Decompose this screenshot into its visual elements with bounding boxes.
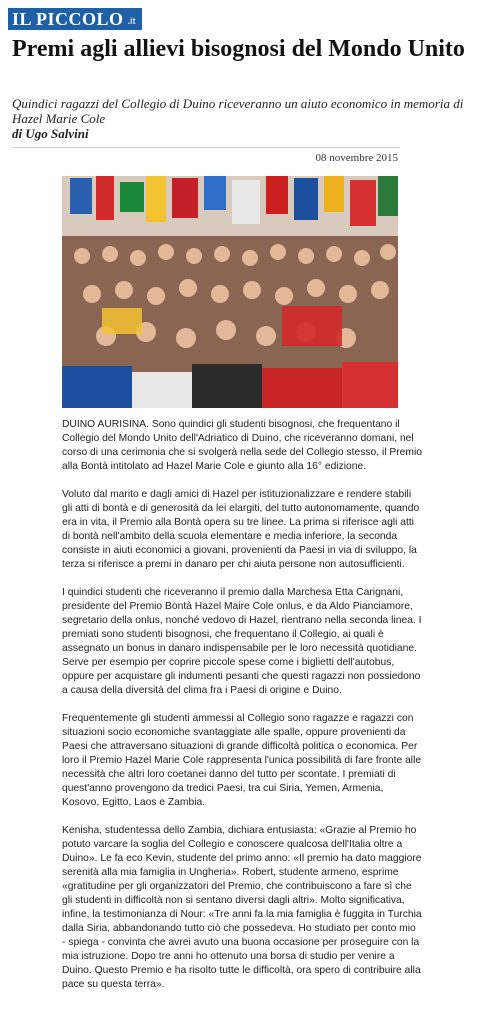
publish-date: 08 novembre 2015 xyxy=(315,152,398,164)
paragraph: Kenisha, studentessa dello Zambia, dichiara entusiasta: «Grazie al Premio ho potuto varcare la soglia del Collegio e conoscere qualcosa dell'Italia oltre a Duino». Le fa eco Kevin, studente del primo anno: «Il premio ha dato maggiore serenità alla mia famiglia in Ungheria». Robert, studente armeno, esprime «gratitudine per gli organizzatori del Premio, che contribuiscono a fare sì che gli studenti in difficoltà non si sentano diversi dagli altri». Molto significativa, infine, la testimonianza di Nour: «Tre anni fa la mia famiglia è fuggita in Turchia dalla Siria, abbandonando tutto ciò che possedeva. Ho studiato per conto mio - spiega - convinta che avrei avuto una buona occasione per proseguire con la mia istruzione. Dopo tre anni ho ottenuto una borsa di studio per venire a Duino. Questo Premio e ha risolto tutte le difficoltà, ora spero di contribuire alla pace su questa terra». xyxy=(62,825,422,990)
paragraph: I quindici studenti che riceveranno il premio dalla Marchesa Etta Carignani, presidente del Premio Bontà Hazel Maire Cole onlus, e da Aldo Pianciamore, segretario della onlus, nonché vedovo di Hazel, rientrano nella seconda linea. I premiati sono studenti bisognosi, che frequentano il Collegio, ai quali è assegnato un bonus in danaro indispensabile per le loro necessità quotidiane. Serve per esempio per coprire piccole spese come i biglietti dell'autobus, oppure per acquistare gli indumenti pesanti che questi ragazzi non possiedono a causa della diversità del clima fra i Paesi di origine e Duino. xyxy=(62,587,422,696)
masthead-tld: .it xyxy=(128,8,142,30)
masthead-name: IL PICCOLO xyxy=(8,8,128,30)
article-body xyxy=(62,418,422,1006)
headline: Premi agli allievi bisognosi del Mondo Unito xyxy=(12,36,465,62)
group-photo-with-flags-icon xyxy=(62,176,398,408)
paragraph: DUINO AURISINA. Sono quindici gli studenti bisognosi, che frequentano il Collegio del Mondo Unito dell'Adriatico di Duino, che riceveranno domani, nel corso di una cerimonia che si svolgerà nella sede del Collegio stesso, il Premio alla Bontà intitolato ad Hazel Marie Cole e giunto alla 16° edizione. xyxy=(62,419,422,472)
paragraph: Frequentemente gli studenti ammessi al Collegio sono ragazze e ragazzi con situazioni socio economiche svantaggiate alle spalle, oppure provenienti da Paesi che attraversano situazioni di grande difficoltà politica o economica. Per loro il Premio Hazel Marie Cole rappresenta l'unica possibilità di fare fronte alle necessità che altri loro coetanei danno del tutto per scontate. I premiati di quest'anno provengono da tredici Paesi, tra cui Siria, Yemen, Armenia, Kosovo, Egitto, Laos e Zambia. xyxy=(62,713,422,808)
paragraph: Voluto dal marito e dagli amici di Hazel per istituzionalizzare e rendere stabili gli atti di bontà e di generosità da lei elargiti, del tutto autonomamente, quando era in vita, il Premio alla Bontà opera su tre linee. La prima si riferisce agli atti di bontà nell'ambito della scuola elementare e media inferiore, la seconda consiste in aiuti economici a giovani, provenienti da Paesi in via di sviluppo, la terza si riferisce a premi in danaro per chi aiuta persone non autosufficienti. xyxy=(62,489,420,570)
divider xyxy=(12,147,400,148)
byline: di Ugo Salvini xyxy=(12,126,89,141)
masthead-logo[interactable] xyxy=(8,8,142,30)
subtitle: Quindici ragazzi del Collegio di Duino riceveranno un aiuto economico in memoria di Hazel Marie Cole xyxy=(12,96,464,126)
article-photo xyxy=(62,176,398,408)
